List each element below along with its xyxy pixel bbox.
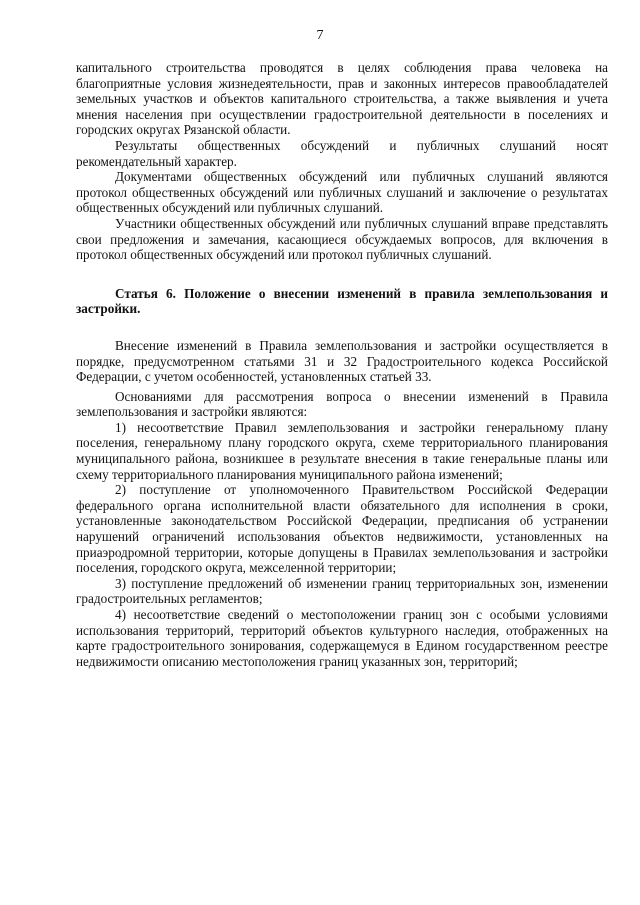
paragraph-grounds-intro: Основаниями для рассмотрения вопроса о внесении изменений в Правила землепользования и застройки являются: [76,388,608,420]
paragraph-results-advisory: Результаты общественных обсуждений и публичных слушаний носят рекомендательный характер. [76,137,608,169]
page-number: 7 [316,28,324,43]
list-item-ground-3: 3) поступление предложений об изменении границ территориальных зон, изменении градостроительных регламентов; [76,575,608,607]
list-item-ground-4: 4) несоответствие сведений о местоположении границ зон с особыми условиями использования территорий, территорий объектов культурного наследия, отображенных на карте градостроительного зонирования, содержащемуся в Едином государственном реестре недвижимости описанию местоположения границ указанных зон, территорий; [76,607,608,669]
list-item-ground-2: 2) поступление от уполномоченного Правительством Российской Федерации федерального органа исполнительной власти обязательного для исполнения в сроки, установленные законодательством Российской Федерации, предписания об устранении нарушений ограничений использования объектов недвижимости, установленных на приаэродромной территории, которые допущены в Правилах землепользования и застройки поселения, городского округа, межселенной территории; [76,482,608,576]
paragraph-amendment-procedure: Внесение изменений в Правила землепользования и застройки осуществляется в порядке, предусмотренном статьями 31 и 32 Градостроительного кодекса Российской Федерации, с учетом особенностей, установленных статьей 33. [76,337,608,385]
paragraph-participants-rights: Участники общественных обсуждений или публичных слушаний вправе представлять свои предложения и замечания, касающиеся обсуждаемых вопросов, для включения в протокол общественных обсуждений или протокол публичных слушаний. [76,215,608,263]
document-body [76,60,608,669]
list-item-ground-1: 1) несоответствие Правил землепользования и застройки генеральному плану поселения, генеральному плану городского округа, схеме территориального планирования муниципального района, возникшее в результате внесения в такие генеральные планы или схему территориального планирования муниципального района изменений; [76,419,608,482]
paragraph-continuation: капитального строительства проводятся в целях соблюдения права человека на благоприятные условия жизнедеятельности, прав и законных интересов правообладателей земельных участков и объектов капитального строительства, а также выявления и учета мнения населения при осуществлении градостроительной деятельности в поселениях и городских округах Рязанской области. [76,60,608,138]
paragraph-hearing-documents: Документами общественных обсуждений или публичных слушаний являются протокол общественных обсуждений или публичных слушаний и заключение о результатах общественных обсуждений или публичных слушаний. [76,169,608,216]
section-title: Статья 6. Положение о внесении изменений в правила землепользования и застройки. [76,285,608,317]
